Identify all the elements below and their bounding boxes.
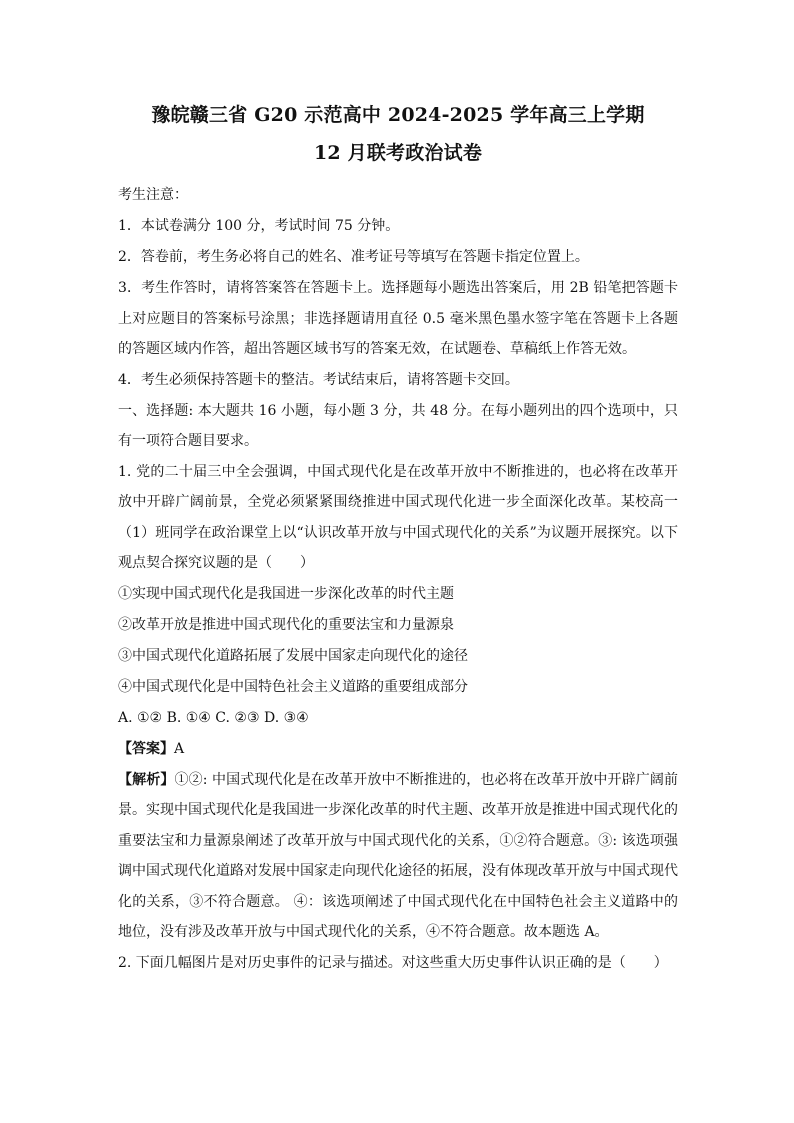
question-1-answer [118, 734, 678, 765]
notice-item-2: 2．答卷前，考生务必将自己的姓名、准考证号等填写在答题卡指定位置上。 [118, 249, 589, 265]
question-1-analysis [118, 765, 678, 948]
analysis-text: ①②: 中国式现代化是在改革开放中不断推进的，也必将在改革开放中开辟广阔前景。实现中国式现代化是我国进一步深化改革的时代主题、改革开放是推进中国式现代化的重要法宝和力量源泉阐述了改革开放与中国式现代化的关系，①②符合题意。③: 该选项强调中国式现代化道路对发展中国家走向现代化途径的拓展，没有体现改革开放与中国式现代化的关系，③不符合题意。 ④：该选项阐述了中国式现代化在中国特色社会主义道路中的地位，没有涉及改革开放与中国式现代化的关系，④不符合题意。故本题选 A。 [118, 771, 678, 940]
question-1-stem: 1. 党的二十届三中全会强调，中国式现代化是在改革开放中不断推进的，也必将在改革开放中开辟广阔前景，全党必须紧紧围绕推进中国式现代化进一步全面深化改革。某校高一（1）班同学在政治课堂上以“认识改革开放与中国式现代化的关系”为议题开展探究。以下观点契合探究议题的是（ ） [118, 463, 678, 571]
analysis-label: 【解析】 [118, 771, 175, 788]
question-1-item-3: ③中国式现代化道路拓展了发展中国家走向现代化的途径 [118, 647, 468, 664]
exam-page [118, 96, 678, 979]
notice-item-4: 4．考生必须保持答题卡的整洁。考试结束后，请将答题卡交回。 [118, 371, 519, 388]
notice-heading: 考生注意： [118, 187, 188, 203]
notice-item-1: 1．本试卷满分 100 分，考试时间 75 分钟。 [118, 218, 400, 234]
answer-label: 【答案】 [118, 740, 174, 757]
question-1-item-2: ②改革开放是推进中国式现代化的重要法宝和力量源泉 [118, 616, 454, 633]
question-1-options: A. ①② B. ①④ C. ②③ D. ③④ [118, 709, 309, 726]
page-title-line1: 豫皖赣三省 G20 示范高中 2024-2025 学年高三上学期 [151, 104, 645, 126]
question-1-item-1: ①实现中国式现代化是我国进一步深化改革的时代主题 [118, 585, 454, 602]
question-2-stem: 2. 下面几幅图片是对历史事件的记录与描述。对这些重大历史事件认识正确的是（ ） [118, 954, 668, 971]
answer-value: A [174, 740, 185, 757]
notice-item-3: 3．考生作答时，请将答案答在答题卡上。选择题每小题选出答案后，用 2B 铅笔把答题卡上对应题目的答案标号涂黑；非选择题请用直径 0.5 毫米黑色墨水签字笔在答题卡上各题的答题区域内作答，超出答题区域书写的答案无效，在试题卷、草稿纸上作答无效。 [118, 280, 678, 357]
page-title-line2: 12 月联考政治试卷 [313, 142, 483, 164]
question-1-item-4: ④中国式现代化是中国特色社会主义道路的重要组成部分 [118, 678, 468, 695]
section-intro: 一、选择题: 本大题共 16 小题，每小题 3 分，共 48 分。在每小题列出的四个选项中，只有一项符合题目要求。 [118, 402, 678, 449]
